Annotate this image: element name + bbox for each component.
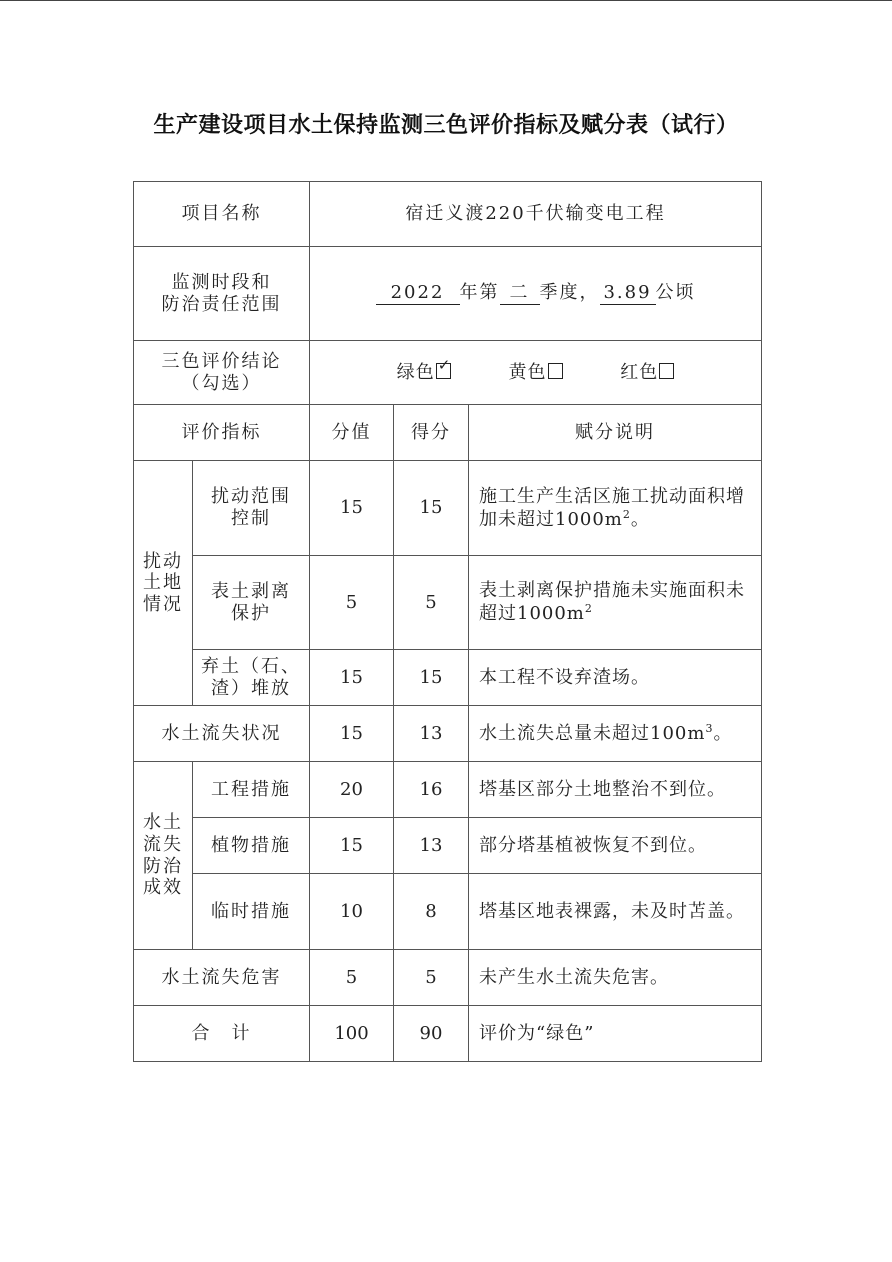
score-cell: 5 — [310, 556, 394, 650]
note-superscript: 3 — [705, 722, 714, 736]
option-green — [396, 355, 452, 384]
header-row — [134, 405, 762, 461]
note-cell: 未产生水土流失危害。 — [469, 950, 762, 1006]
group-disturb-line3: 情况 — [143, 593, 183, 615]
note-cell: 部分塔基植被恢复不到位。 — [469, 818, 762, 874]
yellow-checkbox[interactable] — [548, 363, 563, 379]
group-control-line4: 成效 — [143, 877, 183, 899]
conclusion-label — [134, 341, 310, 405]
score-cell: 15 — [310, 461, 394, 556]
got-cell: 13 — [394, 818, 469, 874]
total-got: 90 — [394, 1006, 469, 1062]
total-label: 合 计 — [134, 1006, 310, 1062]
quarter-suffix: 季度， — [539, 282, 600, 303]
score-cell: 5 — [310, 950, 394, 1006]
evaluation-table — [133, 181, 762, 1062]
group-control-line3: 防治 — [143, 855, 183, 877]
indicator-name: 水土流失状况 — [134, 706, 310, 762]
monitoring-period-value — [310, 247, 762, 341]
conclusion-label-line2: （勾选） — [181, 372, 262, 394]
total-score: 100 — [310, 1006, 394, 1062]
score-cell: 20 — [310, 762, 394, 818]
year-suffix: 年第 — [459, 282, 500, 303]
note-text: 水土流失总量未超过100m — [479, 723, 706, 745]
indicator-name: 临时措施 — [193, 874, 310, 950]
indicator-name-line1: 弃土（石、 — [201, 655, 301, 677]
note-text: 施工生产生活区施工扰动面积增加未超过1000m — [479, 485, 745, 530]
score-cell: 15 — [310, 706, 394, 762]
note-tail: 。 — [713, 723, 733, 745]
conclusion-row — [134, 341, 762, 405]
note-cell — [469, 706, 762, 762]
total-note: 评价为“绿色” — [469, 1006, 762, 1062]
indicator-name: 水土流失危害 — [134, 950, 310, 1006]
got-cell: 8 — [394, 874, 469, 950]
got-cell: 16 — [394, 762, 469, 818]
header-indicator: 评价指标 — [134, 405, 310, 461]
indicator-name: 工程措施 — [193, 762, 310, 818]
table-row — [134, 818, 762, 874]
got-cell: 5 — [394, 950, 469, 1006]
note-tail: 。 — [630, 508, 650, 530]
note-text: 表土剥离保护措施未实施面积未超过1000m — [479, 580, 745, 624]
check-mark-icon: ✓ — [437, 355, 452, 374]
indicator-name: 植物措施 — [193, 818, 310, 874]
red-checkbox[interactable] — [659, 363, 674, 379]
group-control-line2: 流失 — [143, 833, 183, 855]
got-cell: 15 — [394, 461, 469, 556]
option-yellow — [509, 362, 563, 384]
indicator-name — [193, 650, 310, 706]
score-cell: 15 — [310, 818, 394, 874]
period-label-line1: 监测时段和 — [171, 271, 272, 293]
option-yellow-label: 黄色 — [508, 361, 547, 383]
got-cell: 5 — [394, 556, 469, 650]
conclusion-label-line1: 三色评价结论 — [161, 350, 282, 372]
note-cell — [469, 556, 762, 650]
monitoring-period-label — [134, 247, 310, 341]
soil-loss-row — [134, 706, 762, 762]
header-got: 得分 — [394, 405, 469, 461]
table-row — [134, 461, 762, 556]
project-name-label: 项目名称 — [134, 182, 310, 247]
area-field: 3.89 — [600, 282, 656, 305]
note-superscript: 2 — [622, 507, 631, 521]
table-row — [134, 762, 762, 818]
indicator-name-line1: 表土剥离 — [211, 580, 291, 602]
header-note: 赋分说明 — [469, 405, 762, 461]
total-row — [134, 1006, 762, 1062]
hazard-row — [134, 950, 762, 1006]
table-row — [134, 556, 762, 650]
group-control-line1: 水土 — [143, 812, 183, 834]
score-cell: 10 — [310, 874, 394, 950]
year-field: 2022 — [376, 282, 460, 305]
note-cell: 本工程不设弃渣场。 — [469, 650, 762, 706]
indicator-name-line2: 控制 — [231, 508, 271, 529]
indicator-name-line2: 渣）堆放 — [211, 677, 291, 699]
option-red-label: 红色 — [620, 361, 659, 383]
option-red — [620, 362, 674, 384]
got-cell: 13 — [394, 706, 469, 762]
monitoring-period-row — [134, 247, 762, 341]
note-cell — [469, 461, 762, 556]
indicator-name — [193, 461, 310, 556]
group-disturb-line1: 扰动 — [143, 550, 183, 572]
indicator-name — [193, 556, 310, 650]
quarter-field: 二 — [500, 282, 540, 305]
got-cell: 15 — [394, 650, 469, 706]
table-row — [134, 874, 762, 950]
area-unit: 公顷 — [655, 282, 696, 303]
note-cell: 塔基区部分土地整治不到位。 — [469, 762, 762, 818]
header-score: 分值 — [310, 405, 394, 461]
group-disturb-line2: 土地 — [143, 572, 183, 594]
period-label-line2: 防治责任范围 — [161, 293, 282, 315]
option-green-label: 绿色 — [396, 361, 435, 383]
page-top-border — [0, 0, 892, 1]
project-name-row — [134, 182, 762, 247]
group-control-label — [134, 762, 193, 950]
green-checkbox[interactable] — [436, 355, 452, 379]
note-cell: 塔基区地表裸露，未及时苫盖。 — [469, 874, 762, 950]
score-cell: 15 — [310, 650, 394, 706]
project-name-value: 宿迁义渡220千伏输变电工程 — [310, 182, 762, 247]
group-disturb-label — [134, 461, 193, 706]
indicator-name-line2: 保护 — [231, 602, 271, 624]
indicator-name-line1: 扰动范围 — [211, 486, 291, 508]
note-superscript: 2 — [584, 602, 593, 615]
table-row — [134, 650, 762, 706]
conclusion-options — [310, 341, 762, 405]
page-title: 生产建设项目水土保持监测三色评价指标及赋分表（试行） — [153, 113, 739, 138]
